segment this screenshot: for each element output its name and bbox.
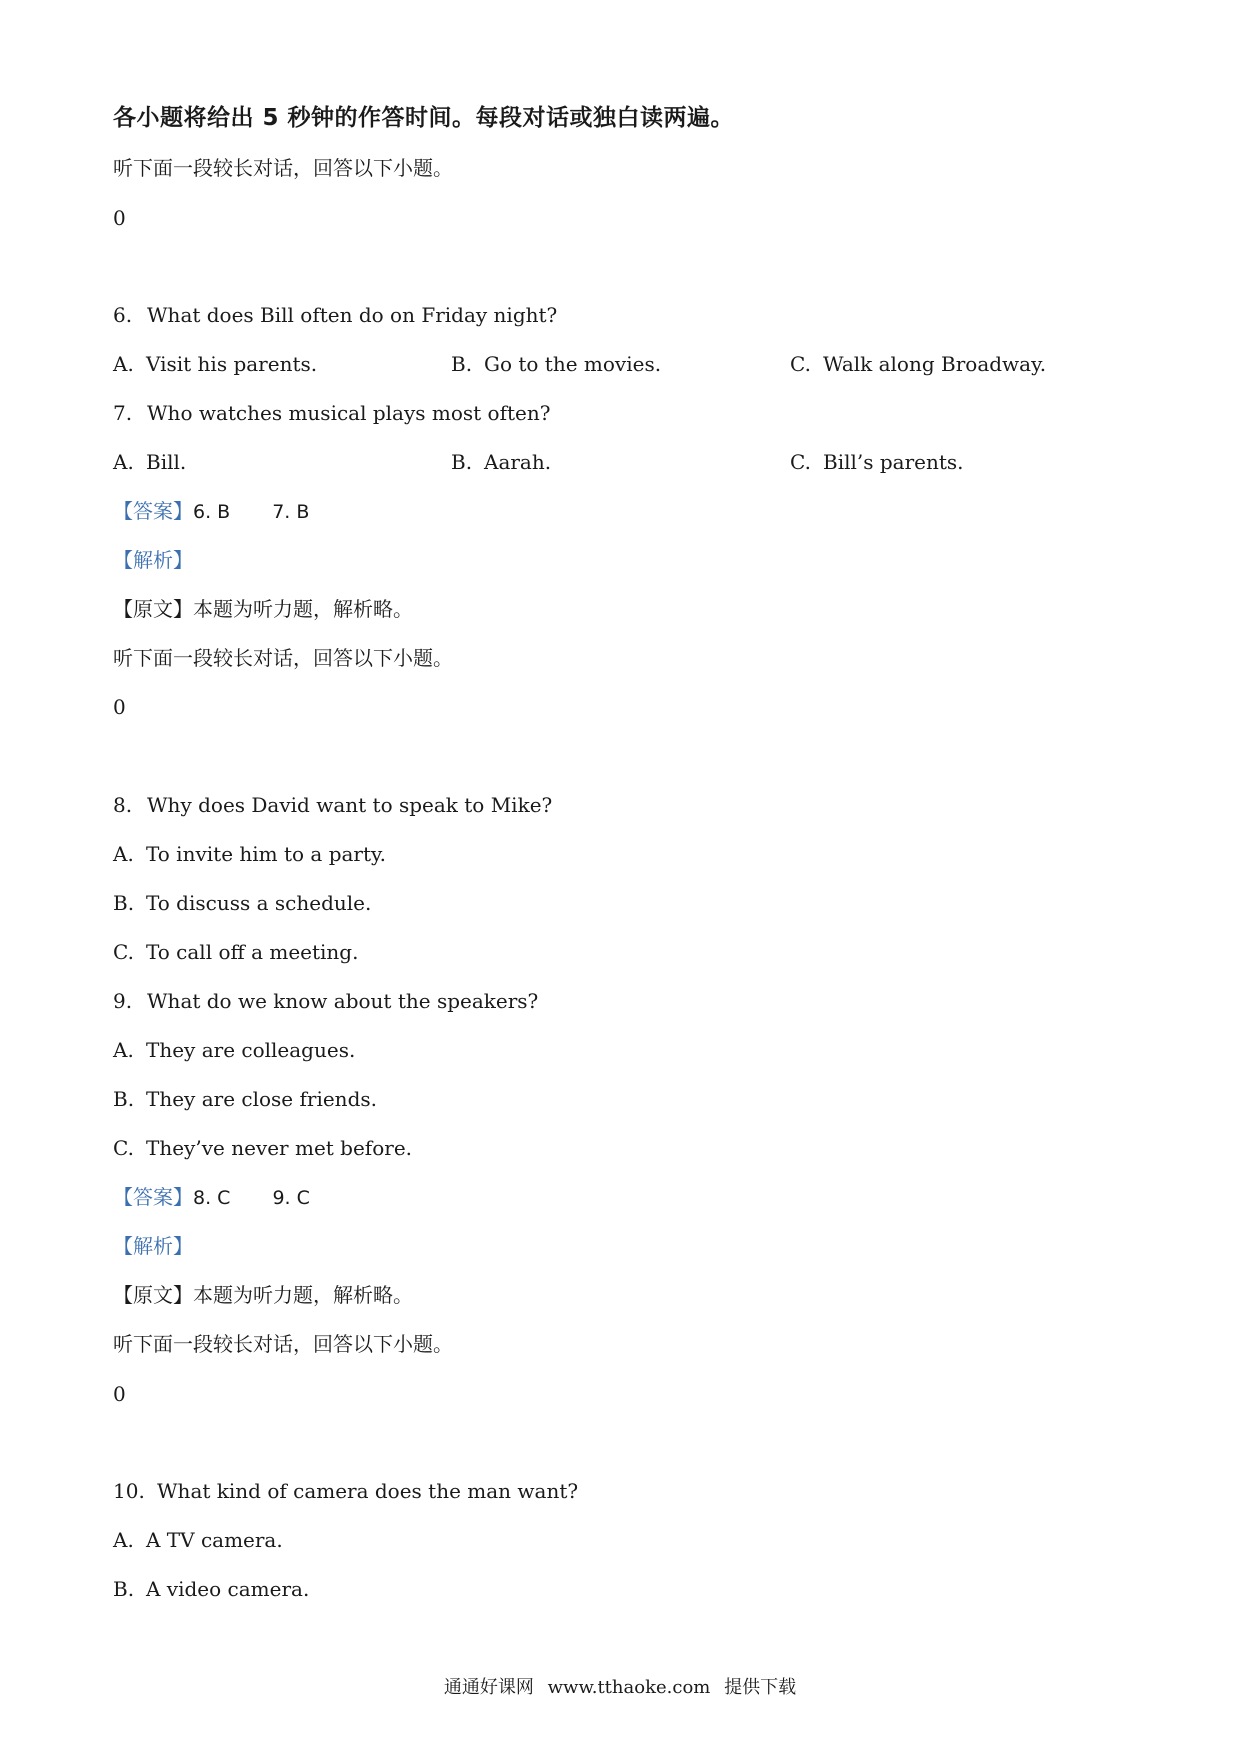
analysis-label (113, 546, 193, 574)
question-9 (113, 987, 538, 1015)
original-label: 【原文】 (113, 597, 193, 621)
question-8 (113, 791, 552, 819)
option-letter: C. (113, 1136, 134, 1160)
question-number: 10. (113, 1479, 145, 1503)
question-number: 6. (113, 303, 133, 327)
question-number: 8. (113, 793, 133, 817)
analysis-label-text: 【解析】 (113, 1234, 193, 1258)
option-text: Go to the movies. (484, 352, 662, 376)
option-letter: B. (113, 1087, 135, 1111)
option-letter: A. (113, 352, 134, 376)
option-text: Walk along Broadway. (823, 352, 1047, 376)
section-heading: 各小题将给出 5 秒钟的作答时间。每段对话或独白读两遍。 (113, 105, 735, 131)
footer-site-name: 通通好课网 (443, 1677, 534, 1698)
option-letter: B. (451, 352, 473, 376)
page-footer (0, 1676, 1240, 1700)
audio-placeholder-zero: 0 (113, 695, 126, 719)
option-letter: C. (790, 450, 811, 474)
answer-value: 8. C (193, 1187, 231, 1209)
footer-suffix: 提供下载 (724, 1677, 797, 1698)
question-7-option-a (113, 448, 186, 476)
question-7 (113, 399, 550, 427)
option-text: To invite him to a party. (146, 842, 387, 866)
option-letter: C. (790, 352, 811, 376)
option-letter: A. (113, 1038, 134, 1062)
question-text: Why does David want to speak to Mike? (147, 793, 553, 817)
audio-placeholder-zero: 0 (113, 1382, 126, 1406)
option-text: Visit his parents. (146, 352, 318, 376)
option-letter: A. (113, 450, 134, 474)
question-number: 9. (113, 989, 133, 1013)
original-text-line (113, 1281, 413, 1309)
answer-label: 【答案】 (113, 499, 193, 523)
question-6-option-c (790, 350, 1046, 378)
answer-value: 9. C (272, 1187, 310, 1209)
question-9-option-c (113, 1134, 412, 1162)
question-10-option-a (113, 1526, 283, 1554)
question-8-option-b (113, 889, 371, 917)
option-letter: A. (113, 1528, 134, 1552)
question-9-option-b (113, 1085, 377, 1113)
listening-instruction: 听下面一段较长对话，回答以下小题。 (113, 646, 453, 670)
original-text-line (113, 595, 413, 623)
original-label: 【原文】 (113, 1283, 193, 1307)
answer-line (113, 1183, 310, 1212)
question-6 (113, 301, 557, 329)
option-text: Bill. (146, 450, 187, 474)
question-number: 7. (113, 401, 133, 425)
option-text: They are close friends. (146, 1087, 377, 1111)
question-9-option-a (113, 1036, 355, 1064)
question-10-option-b (113, 1575, 309, 1603)
option-text: A video camera. (146, 1577, 310, 1601)
question-text: What does Bill often do on Friday night? (147, 303, 558, 327)
question-10 (113, 1477, 578, 1505)
footer-url[interactable]: www.tthaoke.com (547, 1677, 711, 1698)
question-6-option-b (451, 350, 661, 378)
question-8-option-a (113, 840, 386, 868)
question-8-option-c (113, 938, 358, 966)
option-letter: B. (451, 450, 473, 474)
analysis-label (113, 1232, 193, 1260)
answer-value: 7. B (272, 501, 310, 523)
option-text: They are colleagues. (146, 1038, 356, 1062)
option-text: Aarah. (484, 450, 552, 474)
option-text: Bill’s parents. (823, 450, 964, 474)
option-text: To call off a meeting. (146, 940, 359, 964)
listening-instruction: 听下面一段较长对话，回答以下小题。 (113, 1332, 453, 1356)
question-6-option-a (113, 350, 317, 378)
original-text: 本题为听力题，解析略。 (193, 597, 413, 621)
option-text: A TV camera. (146, 1528, 283, 1552)
option-text: To discuss a schedule. (146, 891, 372, 915)
analysis-label-text: 【解析】 (113, 548, 193, 572)
option-letter: C. (113, 940, 134, 964)
question-7-option-c (790, 448, 964, 476)
original-text: 本题为听力题，解析略。 (193, 1283, 413, 1307)
question-7-option-b (451, 448, 551, 476)
option-letter: B. (113, 891, 135, 915)
question-text: What do we know about the speakers? (147, 989, 539, 1013)
option-text: They’ve never met before. (146, 1136, 413, 1160)
question-text: Who watches musical plays most often? (147, 401, 551, 425)
listening-instruction: 听下面一段较长对话，回答以下小题。 (113, 156, 453, 180)
option-letter: A. (113, 842, 134, 866)
question-text: What kind of camera does the man want? (157, 1479, 579, 1503)
option-letter: B. (113, 1577, 135, 1601)
answer-line (113, 497, 309, 526)
answer-value: 6. B (193, 501, 231, 523)
audio-placeholder-zero: 0 (113, 206, 126, 230)
answer-label: 【答案】 (113, 1185, 193, 1209)
